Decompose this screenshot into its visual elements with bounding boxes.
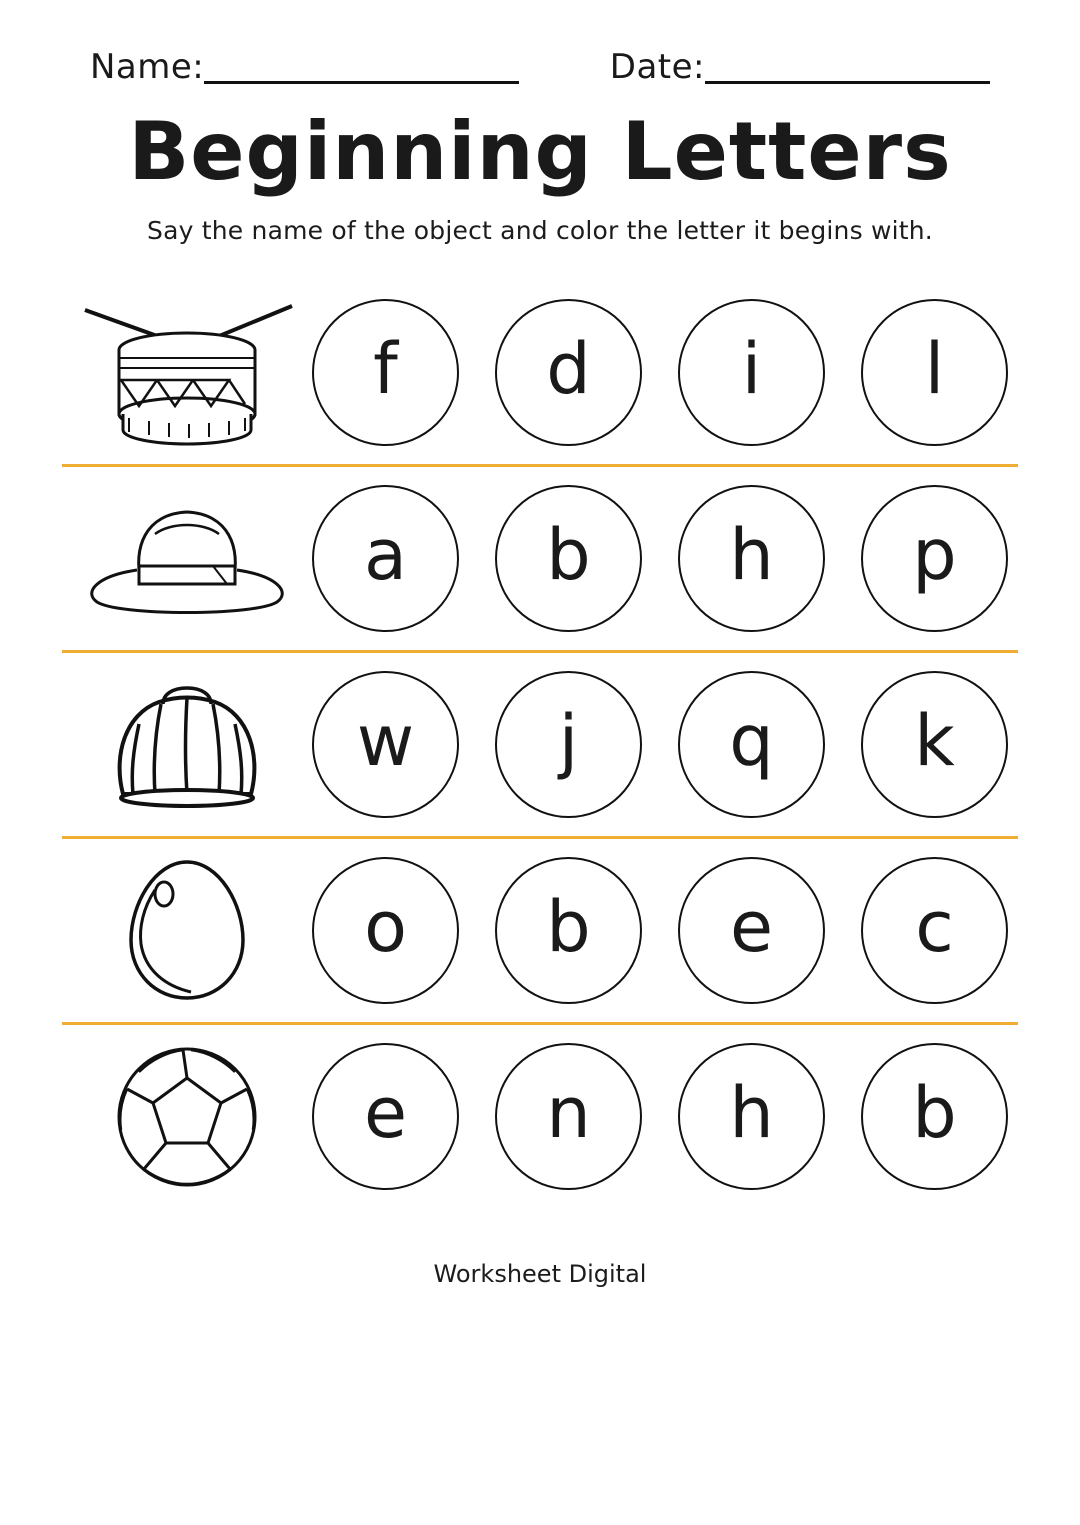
name-label: Name: [90, 47, 205, 87]
drum-icon [62, 285, 312, 460]
letter-option[interactable] [678, 485, 825, 632]
letter-option-label: b [546, 885, 591, 968]
letter-choices [312, 299, 1018, 446]
exercise-row [62, 464, 1018, 650]
letter-option[interactable] [861, 299, 1008, 446]
letter-choices [312, 485, 1018, 632]
exercise-row [62, 836, 1018, 1022]
letter-option-label: i [741, 327, 762, 410]
letter-choices [312, 1043, 1018, 1190]
letter-option[interactable] [495, 485, 642, 632]
letter-option[interactable] [678, 299, 825, 446]
letter-option[interactable] [312, 671, 459, 818]
exercise-rows [62, 281, 1018, 1208]
letter-option-label: j [558, 699, 579, 782]
letter-option[interactable] [678, 857, 825, 1004]
letter-option-label: k [914, 699, 955, 782]
letter-option-label: c [915, 885, 954, 968]
jelly-icon [62, 657, 312, 832]
letter-option-label: f [373, 327, 398, 410]
letter-option-label: h [729, 1071, 774, 1154]
letter-option-label: p [912, 513, 957, 596]
letter-option-label: n [546, 1071, 591, 1154]
letter-option-label: w [356, 699, 415, 782]
letter-option-label: b [912, 1071, 957, 1154]
ball-icon [62, 1029, 312, 1204]
letter-option[interactable] [861, 857, 1008, 1004]
letter-option-label: q [729, 699, 774, 782]
letter-option[interactable] [495, 299, 642, 446]
letter-option-label: e [729, 885, 774, 968]
letter-option[interactable] [312, 485, 459, 632]
letter-option[interactable] [678, 671, 825, 818]
date-input-line[interactable] [705, 51, 990, 84]
name-field[interactable] [90, 47, 519, 87]
letter-choices [312, 857, 1018, 1004]
letter-option-label: b [546, 513, 591, 596]
letter-option-label: d [546, 327, 591, 410]
letter-option[interactable] [861, 671, 1008, 818]
letter-option[interactable] [495, 1043, 642, 1190]
exercise-row [62, 650, 1018, 836]
date-label: Date: [609, 47, 705, 87]
hat-icon [62, 471, 312, 646]
letter-option[interactable] [495, 671, 642, 818]
letter-option[interactable] [312, 1043, 459, 1190]
letter-option-label: e [363, 1071, 408, 1154]
letter-option[interactable] [312, 299, 459, 446]
letter-option[interactable] [312, 857, 459, 1004]
date-field[interactable] [609, 47, 990, 87]
exercise-row [62, 1022, 1018, 1208]
letter-option-label: l [924, 327, 945, 410]
page-title: Beginning Letters [128, 105, 952, 198]
letter-option[interactable] [861, 485, 1008, 632]
letter-option-label: a [364, 513, 407, 596]
letter-option-label: h [729, 513, 774, 596]
footer-credit: Worksheet Digital [433, 1260, 647, 1288]
name-input-line[interactable] [204, 51, 519, 84]
letter-option[interactable] [678, 1043, 825, 1190]
egg-icon [62, 843, 312, 1018]
letter-option[interactable] [495, 857, 642, 1004]
letter-choices [312, 671, 1018, 818]
exercise-row [62, 281, 1018, 464]
letter-option[interactable] [861, 1043, 1008, 1190]
name-date-bar [62, 40, 1018, 87]
letter-option-label: o [364, 885, 407, 968]
instructions-text: Say the name of the object and color the letter it begins with. [147, 216, 933, 245]
